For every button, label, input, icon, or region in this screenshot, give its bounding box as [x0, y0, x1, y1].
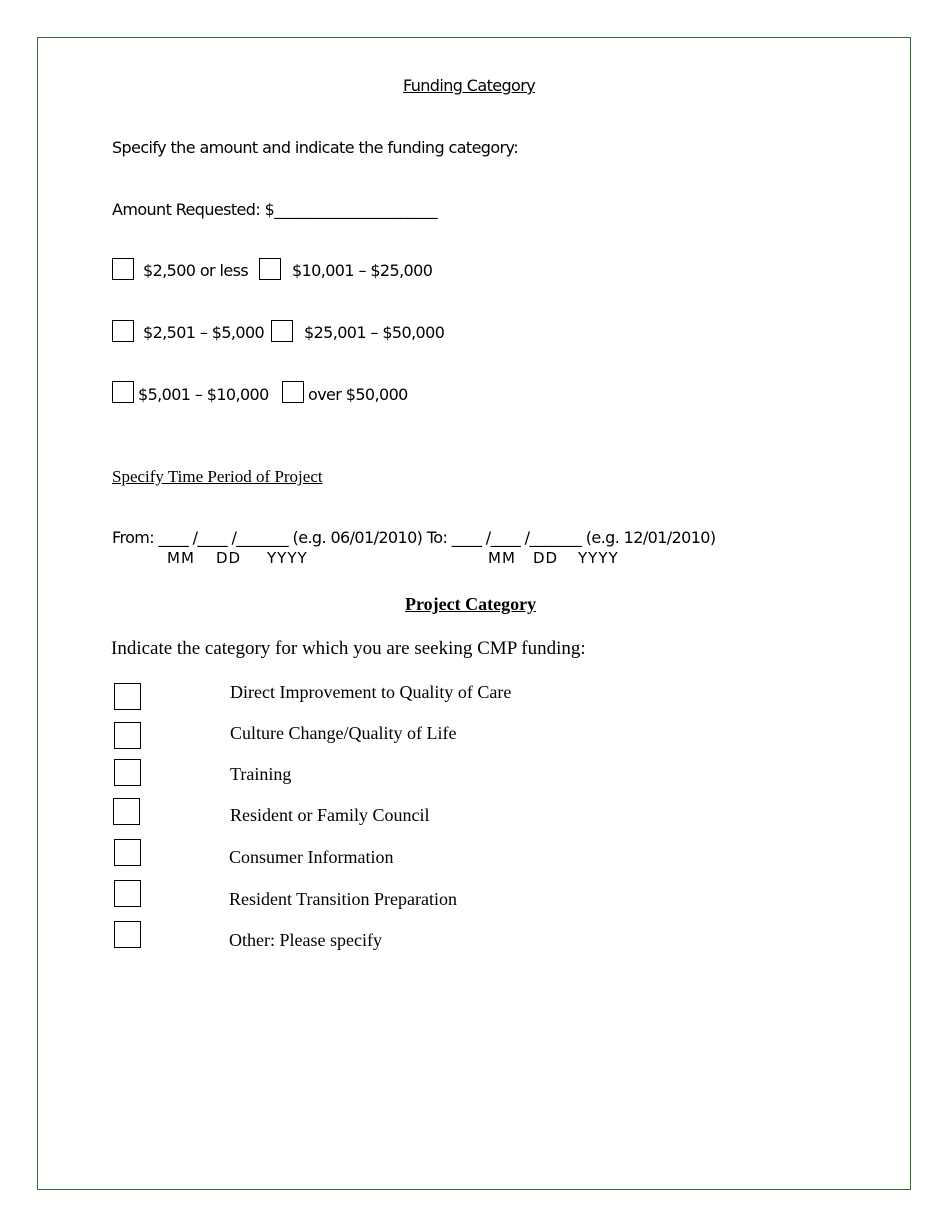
project-checkbox-consumer-information[interactable]	[114, 839, 141, 866]
project-checkbox-culture-change[interactable]	[114, 722, 141, 749]
project-category-label: Training	[230, 764, 292, 784]
project-category-label: Resident Transition Preparation	[229, 889, 457, 909]
project-checkbox-quality-of-care[interactable]	[114, 683, 141, 710]
date-range-line[interactable]: From: ____ /____ /_______ (e.g. 06/01/2010) To: ____ /____ /_______ (e.g. 12/01/2010)	[112, 528, 716, 547]
to-yyyy-label: YYYY	[578, 549, 619, 567]
time-period-title: Specify Time Period of Project	[112, 467, 323, 486]
funding-option-label: $2,500 or less	[143, 261, 249, 280]
project-category-label: Culture Change/Quality of Life	[230, 723, 457, 743]
project-category-label: Resident or Family Council	[230, 805, 430, 825]
funding-instruction: Specify the amount and indicate the funding category:	[112, 138, 519, 157]
project-checkbox-other[interactable]	[114, 921, 141, 948]
funding-checkbox-25001-50000[interactable]	[271, 320, 293, 342]
funding-checkbox-over-50000[interactable]	[282, 381, 304, 403]
funding-checkbox-2500-or-less[interactable]	[112, 258, 134, 280]
funding-option-label: $10,001 – $25,000	[292, 261, 433, 280]
from-dd-label: DD	[216, 549, 242, 567]
project-category-title: Project Category	[405, 594, 537, 614]
funding-option-label: $5,001 – $10,000	[138, 385, 269, 404]
funding-checkbox-5001-10000[interactable]	[112, 381, 134, 403]
project-checkbox-resident-transition[interactable]	[114, 880, 141, 907]
funding-option-label: over $50,000	[308, 385, 408, 404]
project-category-label: Consumer Information	[229, 847, 394, 867]
project-checkbox-resident-family-council[interactable]	[113, 798, 140, 825]
to-mm-label: MM	[488, 549, 516, 567]
funding-checkbox-10001-25000[interactable]	[259, 258, 281, 280]
amount-requested-field[interactable]: Amount Requested: $______________________	[112, 200, 438, 219]
funding-option-label: $25,001 – $50,000	[304, 323, 445, 342]
funding-category-title: Funding Category	[403, 76, 536, 95]
from-yyyy-label: YYYY	[267, 549, 308, 567]
project-checkbox-training[interactable]	[114, 759, 141, 786]
project-category-label: Direct Improvement to Quality of Care	[230, 682, 512, 702]
project-category-label: Other: Please specify	[229, 930, 382, 950]
funding-option-label: $2,501 – $5,000	[143, 323, 265, 342]
funding-checkbox-2501-5000[interactable]	[112, 320, 134, 342]
project-instruction: Indicate the category for which you are seeking CMP funding:	[111, 638, 586, 659]
from-mm-label: MM	[167, 549, 195, 567]
to-dd-label: DD	[533, 549, 559, 567]
